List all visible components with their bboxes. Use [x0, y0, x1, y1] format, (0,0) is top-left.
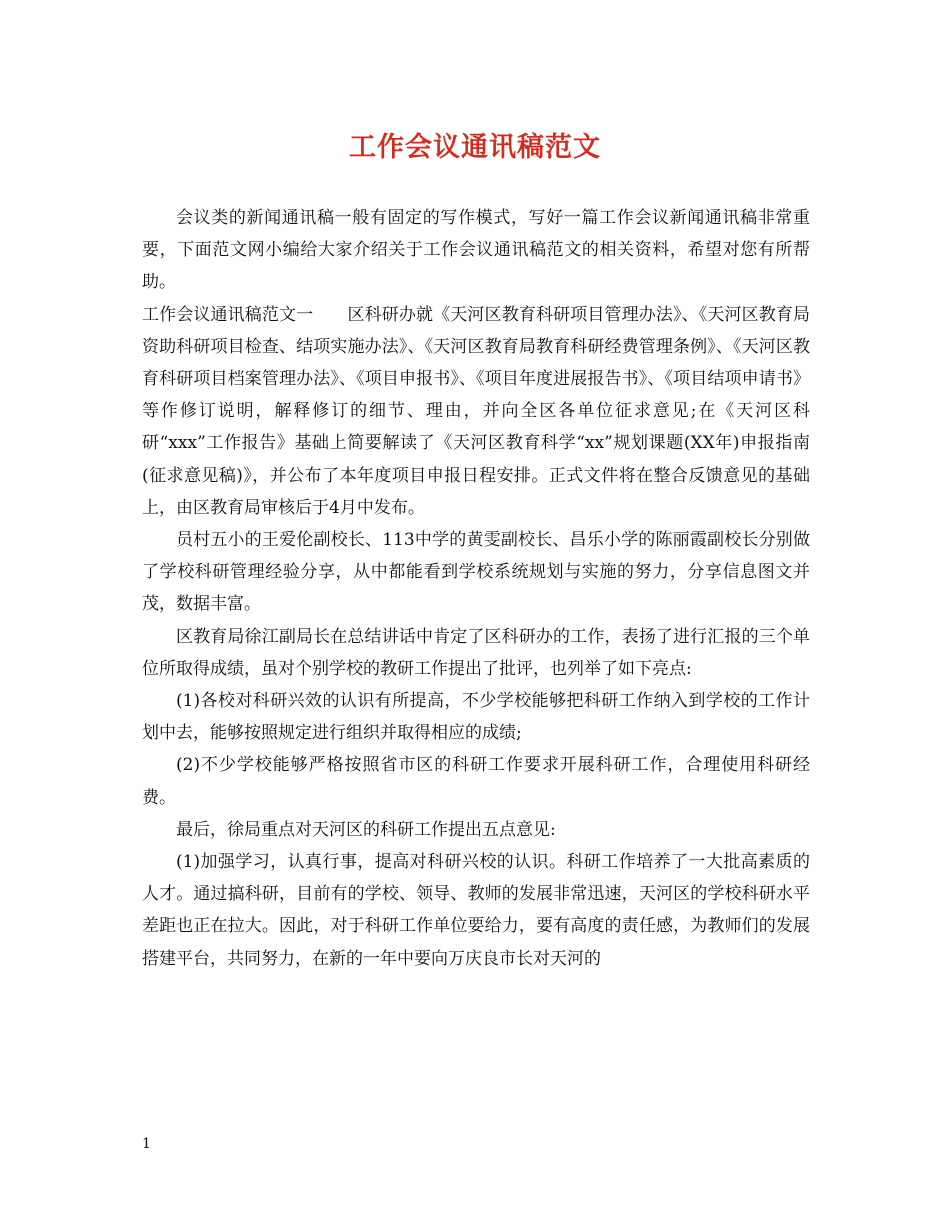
paragraph-experience-sharing: 员村五小的王爱伦副校长、113中学的黄雯副校长、昌乐小学的陈丽霞副校长分别做了学校科研管理经验分享，从中都能看到学校系统规划与实施的努力，分享信息图文并茂，数据丰富。 [142, 530, 810, 615]
document-body [142, 202, 810, 975]
paragraph-sample-one: 工作会议通讯稿范文一 区科研办就《天河区教育科研项目管理办法》、《天河区教育局资助科研项目检查、结项实施办法》、《天河区教育局教育科研经费管理条例》、《天河区教育科研项目档案管理办法》、《项目申报书》、《项目年度进展报告书》、《项目结项申请书》等作修订说明，解释修订的细节、理由，并向全区各单位征求意见;在《天河区科研“xxx”工作报告》基础上简要解读了《天河区教育科学“xx”规划课题(XX年)申报指南(征求意见稿)》，并公布了本年度项目申报日程安排。正式文件将在整合反馈意见的基础上，由区教育局审核后于4月中发布。 [142, 304, 810, 518]
paragraph-intro: 会议类的新闻通讯稿一般有固定的写作模式，写好一篇工作会议新闻通讯稿非常重要，下面范文网小编给大家介绍关于工作会议通讯稿范文的相关资料，希望对您有所帮助。 [142, 208, 810, 293]
paragraph-highlight-2: (2)不少学校能够严格按照省市区的科研工作要求开展科研工作，合理使用科研经费。 [142, 755, 810, 808]
page-number: 1 [142, 1136, 151, 1152]
paragraph-five-opinions: 最后，徐局重点对天河区的科研工作提出五点意见: [176, 819, 556, 840]
document-title: 工作会议通讯稿范文 [349, 132, 601, 163]
paragraph-summary-speech: 区教育局徐江副局长在总结讲话中肯定了区科研办的工作，表扬了进行汇报的三个单位所取得成绩，虽对个别学校的教研工作提出了批评，也列举了如下亮点: [142, 626, 810, 679]
paragraph-opinion-1: (1)加强学习，认真行事，提高对科研兴校的认识。科研工作培养了一大批高素质的人才。通过搞科研，目前有的学校、领导、教师的发展非常迅速，天河区的学校科研水平差距也正在拉大。因此，对于科研工作单位要给力，要有高度的责任感，为教师们的发展搭建平台，共同努力，在新的一年中要向万庆良市长对天河的 [142, 852, 810, 969]
paragraph-highlight-1: (1)各校对科研兴效的认识有所提高，不少学校能够把科研工作纳入到学校的工作计划中去，能够按照规定进行组织并取得相应的成绩; [142, 691, 810, 744]
